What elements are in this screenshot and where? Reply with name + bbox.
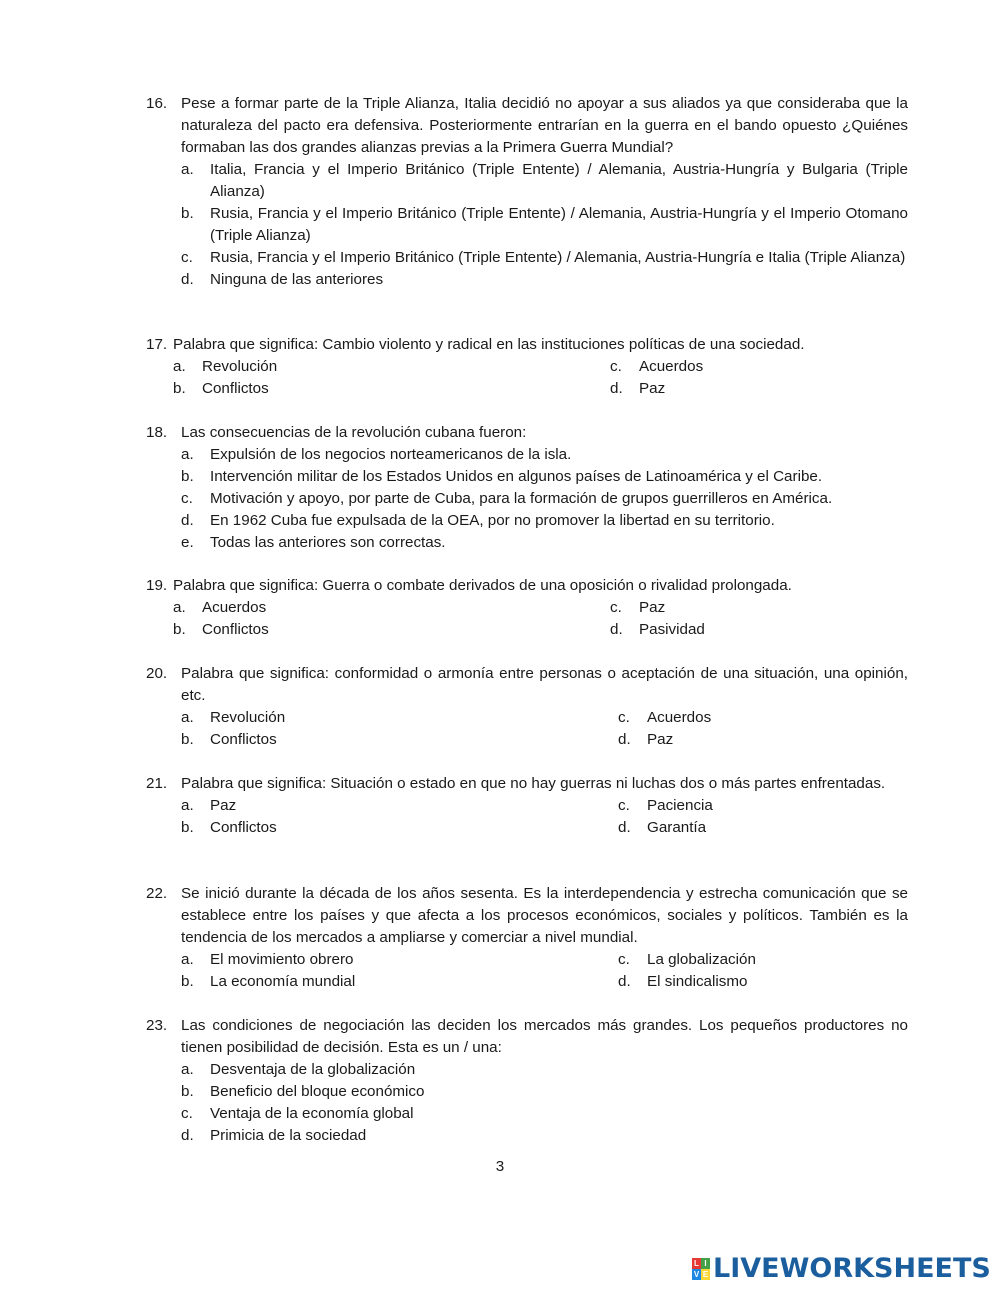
question-23 [146, 1015, 908, 1147]
option-a[interactable]: a. Desventaja de la globalización [181, 1061, 416, 1078]
logo-tile: I [701, 1258, 710, 1269]
option-a[interactable]: a. Acuerdos [173, 599, 267, 616]
question-text: Las consecuencias de la revolución cubana fueron: [181, 424, 527, 441]
option-c[interactable]: c. Ventaja de la economía global [181, 1105, 414, 1122]
brand-name: LIVEWORKSHEETS [713, 1253, 991, 1284]
option-d[interactable]: d. Pasividad [610, 621, 705, 638]
question-number: 20. [146, 665, 168, 682]
option-d[interactable]: d. Ninguna de las anteriores [181, 271, 384, 288]
liveworksheets-brand[interactable] [692, 1255, 991, 1283]
question-text: Las condiciones de negociación las deciden los mercados más grandes. Los pequeños productores no tienen posibilidad de decisión. Esta es un / una: [181, 1017, 908, 1056]
option-d[interactable]: d. En 1962 Cuba fue expulsada de la OEA, por no promover la libertad en su territorio. [181, 512, 775, 529]
option-b[interactable]: b. Rusia, Francia y el Imperio Británico (Triple Entente) / Alemania, Austria-Hungría y el Imperio Otomano (Triple Alianza) [181, 205, 908, 244]
option-a[interactable]: a. Italia, Francia y el Imperio Británico (Triple Entente) / Alemania, Austria-Hungría y Bulgaria (Triple Alianza) [181, 161, 908, 200]
question-number: 16. [146, 95, 168, 112]
question-number: 23. [146, 1017, 168, 1034]
option-c[interactable]: c. Paciencia [618, 797, 713, 814]
option-b[interactable]: b. Conflictos [173, 380, 269, 397]
option-d[interactable]: d. Primicia de la sociedad [181, 1127, 367, 1144]
question-text: Palabra que significa: Situación o estado en que no hay guerras ni luchas dos o más partes enfrentadas. [181, 775, 886, 792]
option-c[interactable]: c. Acuerdos [610, 358, 704, 375]
option-b[interactable]: b. Beneficio del bloque económico [181, 1083, 425, 1100]
question-number: 19. [146, 577, 168, 594]
question-19 [146, 575, 908, 641]
option-c[interactable]: c. Rusia, Francia y el Imperio Británico (Triple Entente) / Alemania, Austria-Hungría e Italia (Triple Alianza) [181, 249, 906, 266]
option-c[interactable]: c. Acuerdos [618, 709, 712, 726]
option-e[interactable]: e. Todas las anteriores son correctas. [181, 534, 446, 551]
logo-tile: V [693, 1270, 700, 1279]
question-22 [146, 883, 908, 993]
option-d[interactable]: d. Garantía [618, 819, 707, 836]
option-a[interactable]: a. Revolución [181, 709, 286, 726]
option-a[interactable]: a. Paz [181, 797, 237, 814]
question-text: Se inició durante la década de los años sesenta. Es la interdependencia y estrecha comunicación que se establece entre los países y que afecta a los procesos económicos, sociales y políticos. También es la tendencia de los mercados a ampliarse y comerciar a nivel mundial. [181, 885, 908, 946]
logo-tile: L [692, 1258, 701, 1269]
question-number: 17. [146, 336, 168, 353]
logo-tile: E [702, 1270, 709, 1279]
liveworksheets-logo-icon [692, 1258, 710, 1280]
option-b[interactable]: b. Conflictos [181, 731, 277, 748]
question-18 [146, 422, 908, 554]
question-17 [146, 334, 908, 400]
question-21 [146, 773, 908, 839]
option-d[interactable]: d. El sindicalismo [618, 973, 748, 990]
question-text: Palabra que significa: Guerra o combate derivados de una oposición o rivalidad prolongada. [173, 577, 792, 594]
option-c[interactable]: c. La globalización [618, 951, 756, 968]
option-b[interactable]: b. La economía mundial [181, 973, 356, 990]
option-c[interactable]: c. Motivación y apoyo, por parte de Cuba, para la formación de grupos guerrilleros en América. [181, 490, 833, 507]
question-number: 18. [146, 424, 168, 441]
question-text: Palabra que significa: Cambio violento y radical en las instituciones políticas de una sociedad. [173, 336, 805, 353]
question-number: 21. [146, 775, 168, 792]
question-16 [146, 93, 908, 291]
question-20 [146, 663, 908, 751]
page-number: 3 [495, 1158, 505, 1175]
question-text: Palabra que significa: conformidad o armonía entre personas o aceptación de una situación, una opinión, etc. [181, 665, 908, 704]
question-text: Pese a formar parte de la Triple Alianza, Italia decidió no apoyar a sus aliados ya que consideraba que la naturaleza del pacto era defensiva. Posteriormente entrarían en la guerra en el bando opuesto ¿Quiénes formaban las dos grandes alianzas previas a la Primera Guerra Mundial? [181, 95, 908, 156]
option-a[interactable]: a. Expulsión de los negocios norteamericanos de la isla. [181, 446, 572, 463]
option-d[interactable]: d. Paz [610, 380, 666, 397]
option-a[interactable]: a. El movimiento obrero [181, 951, 354, 968]
option-b[interactable]: b. Conflictos [173, 621, 269, 638]
option-b[interactable]: b. Intervención militar de los Estados Unidos en algunos países de Latinoamérica y el Caribe. [181, 468, 823, 485]
option-a[interactable]: a. Revolución [173, 358, 278, 375]
question-number: 22. [146, 885, 168, 902]
option-d[interactable]: d. Paz [618, 731, 674, 748]
option-b[interactable]: b. Conflictos [181, 819, 277, 836]
option-c[interactable]: c. Paz [610, 599, 666, 616]
